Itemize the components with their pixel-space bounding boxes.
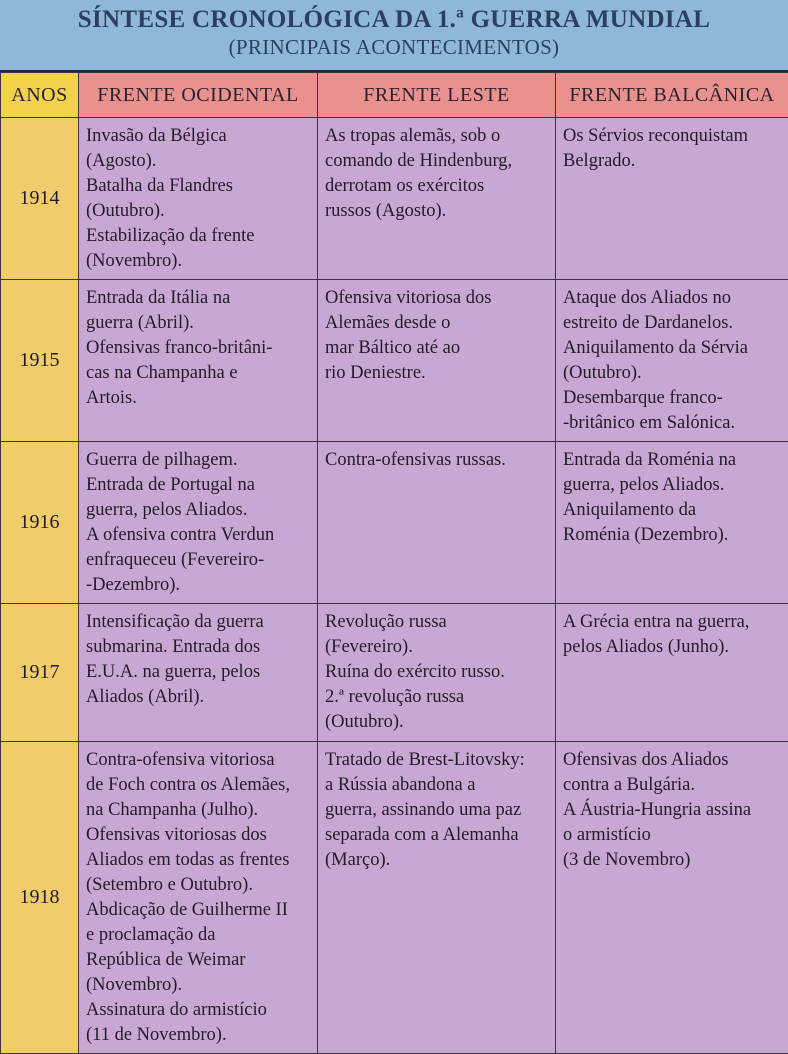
event-text-line: rio Deniestre.	[325, 361, 551, 386]
event-text-line: (Outubro).	[86, 199, 313, 224]
header-eastern-front: FRENTE LESTE	[318, 73, 556, 118]
header-years: ANOS	[1, 73, 79, 118]
year-cell: 1917	[1, 604, 79, 742]
table-row	[1, 604, 788, 742]
event-text-line: República de Weimar	[86, 948, 313, 973]
event-text-line: separada com a Alemanha	[325, 823, 551, 848]
event-text-line: Estabilização da frente	[86, 224, 313, 249]
event-text-line: (Setembro e Outubro).	[86, 873, 313, 898]
event-text-line: (Março).	[325, 848, 551, 873]
year-cell: 1918	[1, 742, 79, 1054]
event-text-line: Os Sérvios reconquistam	[563, 124, 784, 149]
event-text-line: (Novembro).	[86, 249, 313, 274]
event-text-line: Intensificação da guerra	[86, 610, 313, 635]
event-text-line: Roménia (Dezembro).	[563, 523, 784, 548]
event-text-line: o armistício	[563, 823, 784, 848]
year-cell: 1914	[1, 118, 79, 280]
event-text-line: Revolução russa	[325, 610, 551, 635]
event-text-line: A ofensiva contra Verdun	[86, 523, 313, 548]
header-balkan-front: FRENTE BALCÂNICA	[556, 73, 788, 118]
year-cell: 1915	[1, 280, 79, 442]
event-text-line: enfraqueceu (Fevereiro-	[86, 548, 313, 573]
event-text-line: Guerra de pilhagem.	[86, 448, 313, 473]
balkan-front-cell	[556, 742, 788, 1054]
table-row	[1, 442, 788, 604]
balkan-front-cell	[556, 442, 788, 604]
event-text-line: (Outubro).	[325, 710, 551, 735]
header-row	[1, 73, 788, 118]
event-text-line: Entrada da Roménia na	[563, 448, 784, 473]
event-text-line: As tropas alemãs, sob o	[325, 124, 551, 149]
event-text-line: Aniquilamento da	[563, 498, 784, 523]
table-row	[1, 118, 788, 280]
event-text-line: na Champanha (Julho).	[86, 798, 313, 823]
balkan-front-cell	[556, 604, 788, 742]
western-front-cell	[79, 118, 318, 280]
event-text-line: estreito de Dardanelos.	[563, 311, 784, 336]
event-text-line: Ofensivas vitoriosas dos	[86, 823, 313, 848]
event-text-line: A Áustria-Hungria assina	[563, 798, 784, 823]
event-text-line: 2.ª revolução russa	[325, 685, 551, 710]
event-text-line: submarina. Entrada dos	[86, 635, 313, 660]
event-text-line: Desembarque franco-	[563, 386, 784, 411]
event-text-line: Ofensiva vitoriosa dos	[325, 286, 551, 311]
event-text-line: Contra-ofensiva vitoriosa	[86, 748, 313, 773]
event-text-line: A Grécia entra na guerra,	[563, 610, 784, 635]
event-text-line: guerra, assinando uma paz	[325, 798, 551, 823]
event-text-line: Entrada da Itália na	[86, 286, 313, 311]
event-text-line: guerra, pelos Aliados.	[86, 498, 313, 523]
event-text-line: Batalha da Flandres	[86, 174, 313, 199]
event-text-line: (11 de Novembro).	[86, 1023, 313, 1048]
event-text-line: Artois.	[86, 386, 313, 411]
event-text-line: Alemães desde o	[325, 311, 551, 336]
event-text-line: derrotam os exércitos	[325, 174, 551, 199]
event-text-line: Ataque dos Aliados no	[563, 286, 784, 311]
event-text-line: Invasão da Bélgica	[86, 124, 313, 149]
event-text-line: (Fevereiro).	[325, 635, 551, 660]
event-text-line: (Novembro).	[86, 973, 313, 998]
title-band	[0, 0, 788, 72]
event-text-line: Aliados em todas as frentes	[86, 848, 313, 873]
western-front-cell	[79, 742, 318, 1054]
event-text-line: (Agosto).	[86, 149, 313, 174]
table-row	[1, 742, 788, 1054]
header-western-front: FRENTE OCIDENTAL	[79, 73, 318, 118]
event-text-line: russos (Agosto).	[325, 199, 551, 224]
western-front-cell	[79, 604, 318, 742]
event-text-line: guerra, pelos Aliados.	[563, 473, 784, 498]
table-row	[1, 280, 788, 442]
eastern-front-cell	[318, 118, 556, 280]
western-front-cell	[79, 280, 318, 442]
event-text-line: de Foch contra os Alemães,	[86, 773, 313, 798]
event-text-line: mar Báltico até ao	[325, 336, 551, 361]
balkan-front-cell	[556, 118, 788, 280]
year-cell: 1916	[1, 442, 79, 604]
event-text-line: Contra-ofensivas russas.	[325, 448, 551, 473]
page-title: SÍNTESE CRONOLÓGICA DA 1.ª GUERRA MUNDIAL	[0, 0, 788, 34]
event-text-line: Tratado de Brest-Litovsky:	[325, 748, 551, 773]
event-text-line: (Outubro).	[563, 361, 784, 386]
event-text-line: pelos Aliados (Junho).	[563, 635, 784, 660]
event-text-line: -britânico em Salónica.	[563, 411, 784, 436]
event-text-line: comando de Hindenburg,	[325, 149, 551, 174]
event-text-line: guerra (Abril).	[86, 311, 313, 336]
chronology-table	[0, 72, 788, 1054]
event-text-line: Aniquilamento da Sérvia	[563, 336, 784, 361]
event-text-line: Assinatura do armistício	[86, 998, 313, 1023]
event-text-line: Ruína do exército russo.	[325, 660, 551, 685]
eastern-front-cell	[318, 280, 556, 442]
eastern-front-cell	[318, 604, 556, 742]
event-text-line: -Dezembro).	[86, 573, 313, 598]
event-text-line: e proclamação da	[86, 923, 313, 948]
balkan-front-cell	[556, 280, 788, 442]
page-subtitle: (PRINCIPAIS ACONTECIMENTOS)	[0, 35, 788, 60]
event-text-line: contra a Bulgária.	[563, 773, 784, 798]
event-text-line: cas na Champanha e	[86, 361, 313, 386]
eastern-front-cell	[318, 742, 556, 1054]
event-text-line: Abdicação de Guilherme II	[86, 898, 313, 923]
event-text-line: Belgrado.	[563, 149, 784, 174]
eastern-front-cell	[318, 442, 556, 604]
event-text-line: E.U.A. na guerra, pelos	[86, 660, 313, 685]
event-text-line: Ofensivas franco-britâni-	[86, 336, 313, 361]
western-front-cell	[79, 442, 318, 604]
event-text-line: Entrada de Portugal na	[86, 473, 313, 498]
event-text-line: (3 de Novembro)	[563, 848, 784, 873]
event-text-line: Aliados (Abril).	[86, 685, 313, 710]
event-text-line: a Rússia abandona a	[325, 773, 551, 798]
event-text-line: Ofensivas dos Aliados	[563, 748, 784, 773]
